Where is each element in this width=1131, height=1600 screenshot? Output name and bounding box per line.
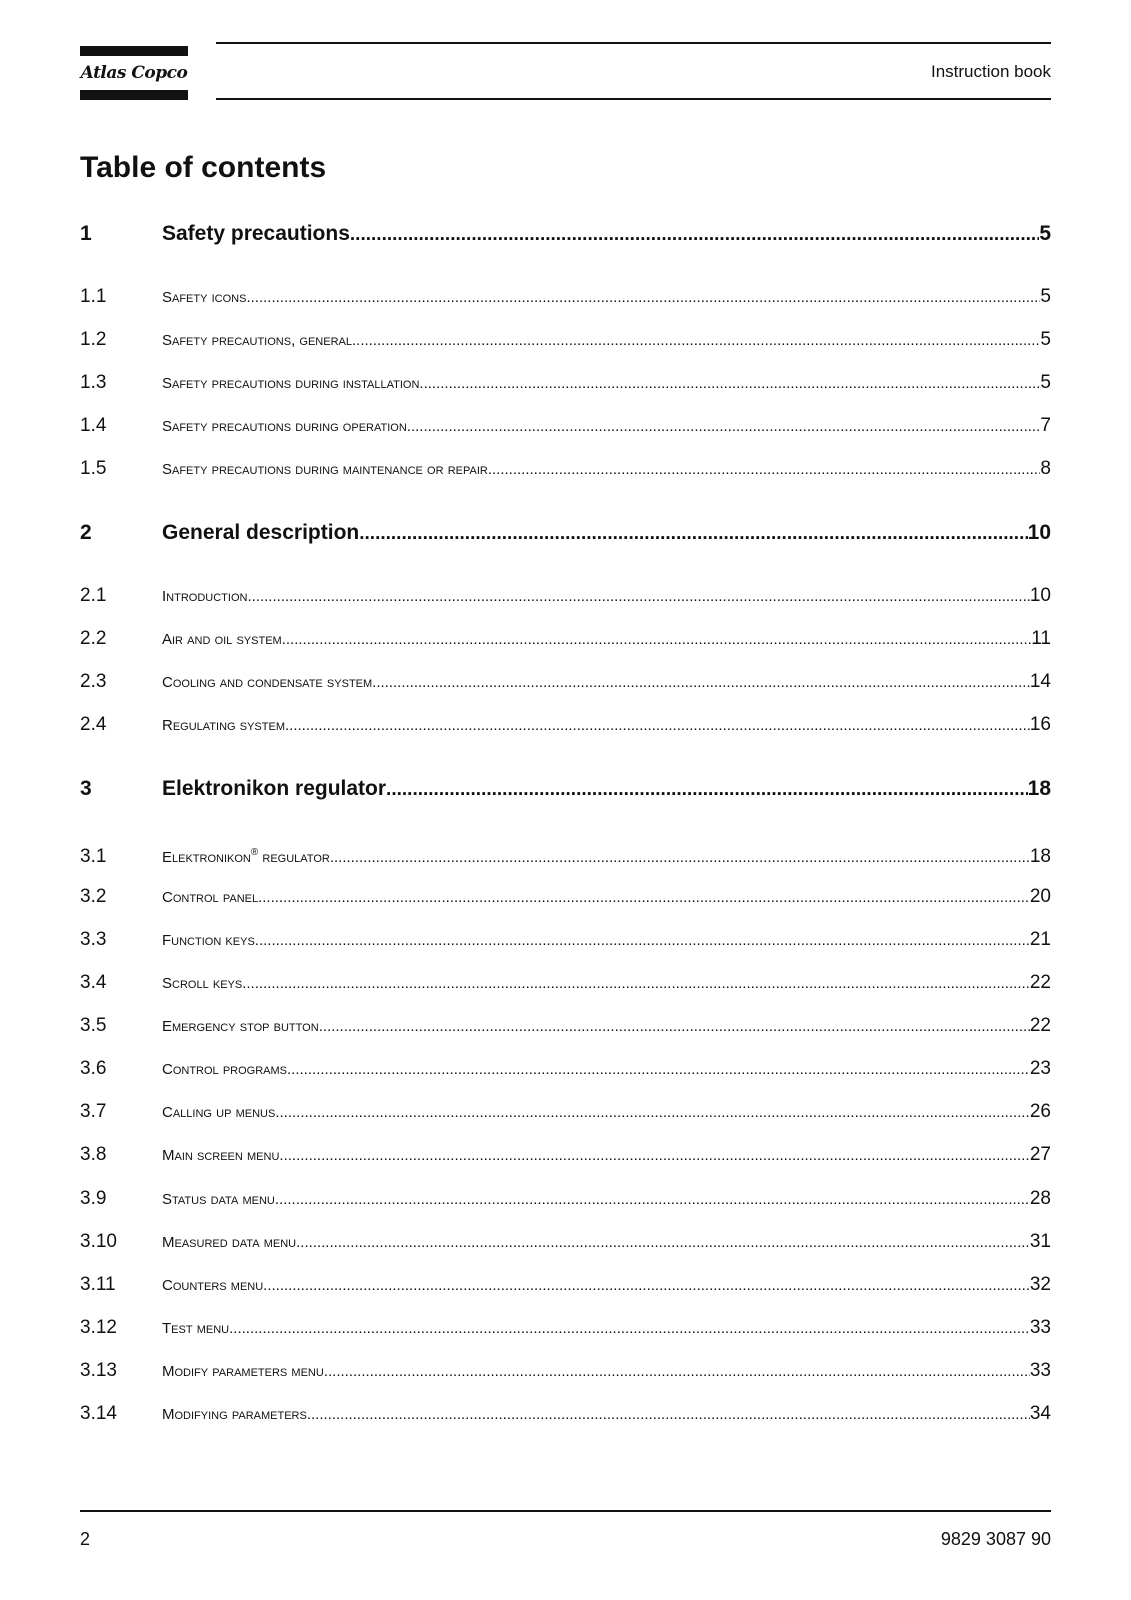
toc-dot-leader <box>263 1273 1030 1299</box>
registered-mark: ® <box>250 847 259 858</box>
toc-dot-leader <box>352 328 1040 354</box>
toc-number: 2.1 <box>80 585 107 606</box>
toc-section-2-3[interactable] <box>80 669 1051 696</box>
toc-page-number: 8 <box>1040 458 1051 479</box>
toc-number: 3.11 <box>80 1274 116 1295</box>
toc-title: Counters menu <box>162 1277 264 1294</box>
toc-number: 3.9 <box>80 1188 107 1209</box>
toc-section-3-3[interactable] <box>80 927 1051 954</box>
toc-chapter-3[interactable] <box>80 776 1051 803</box>
toc-number: 2 <box>80 521 92 544</box>
toc-number: 1.1 <box>80 286 107 307</box>
toc-page-number: 16 <box>1029 714 1051 735</box>
toc-title: Emergency stop button <box>162 1018 319 1035</box>
toc-dot-leader <box>372 670 1030 696</box>
toc-dot-leader <box>488 457 1041 483</box>
toc-section-3-8[interactable] <box>80 1142 1051 1169</box>
toc-section-2-2[interactable] <box>80 626 1051 653</box>
toc-page-number: 31 <box>1029 1231 1051 1252</box>
toc-number: 2.2 <box>80 628 107 649</box>
toc-number: 3 <box>80 777 92 800</box>
toc-section-3-4[interactable] <box>80 970 1051 997</box>
toc-dot-leader <box>319 1014 1030 1040</box>
toc-section-3-2[interactable] <box>80 884 1051 911</box>
toc-page-number: 26 <box>1029 1101 1051 1122</box>
toc-title: Elektronikon regulator <box>162 777 387 800</box>
atlas-copco-logo <box>80 46 188 100</box>
toc-dot-leader <box>330 845 1030 871</box>
document-number: 9829 3087 90 <box>940 1529 1051 1549</box>
toc-section-3-12[interactable] <box>80 1315 1051 1342</box>
toc-number: 3.8 <box>80 1144 107 1165</box>
toc-title: Control panel <box>162 889 259 906</box>
toc-dot-leader <box>275 1100 1030 1126</box>
toc-number: 3.3 <box>80 929 107 950</box>
toc-dot-leader <box>279 1143 1029 1169</box>
toc-page-number: 18 <box>1027 777 1051 800</box>
toc-number: 3.13 <box>80 1360 117 1381</box>
toc-page-number: 5 <box>1040 372 1051 393</box>
toc-section-3-11[interactable] <box>80 1272 1051 1299</box>
toc-dot-leader <box>287 1057 1030 1083</box>
header-title: Instruction book <box>930 62 1051 81</box>
toc-title: Safety precautions during maintenance or repair <box>162 461 488 478</box>
toc-page-number: 33 <box>1029 1360 1051 1381</box>
toc-number: 1.2 <box>80 329 107 350</box>
toc-number: 3.12 <box>80 1317 117 1338</box>
toc-title: Safety icons <box>162 289 247 306</box>
toc-title: Modify parameters menu <box>162 1363 324 1380</box>
toc-page-number: 33 <box>1029 1317 1051 1338</box>
toc-title: Modifying parameters <box>162 1406 307 1423</box>
toc-title: Safety precautions during operation <box>162 418 407 435</box>
toc-section-1-4[interactable] <box>80 413 1051 440</box>
page-title: Table of contents <box>80 151 327 184</box>
toc-title: Measured data menu <box>162 1234 297 1251</box>
toc-dot-leader <box>247 584 1029 610</box>
toc-section-2-1[interactable] <box>80 583 1051 610</box>
toc-page-number: 22 <box>1029 972 1051 993</box>
toc-number: 3.10 <box>80 1231 117 1252</box>
toc-dot-leader <box>242 971 1030 997</box>
toc-title-rest: regulator <box>258 849 330 866</box>
toc-title: Regulating system <box>162 717 285 734</box>
toc-section-3-7[interactable] <box>80 1099 1051 1126</box>
logo-text: Atlas Copco <box>80 63 188 83</box>
toc-page-number: 22 <box>1029 1015 1051 1036</box>
toc-page-number: 34 <box>1029 1403 1051 1424</box>
page-number: 2 <box>80 1529 91 1549</box>
toc-dot-leader <box>324 1359 1030 1385</box>
toc-title: Main screen menu <box>162 1147 280 1164</box>
toc-number: 2.3 <box>80 671 107 692</box>
toc-dot-leader <box>359 521 1027 547</box>
toc-dot-leader <box>296 1230 1030 1256</box>
toc-number: 3.2 <box>80 886 107 907</box>
header-rule-bottom <box>216 98 1051 100</box>
toc-section-1-2[interactable] <box>80 327 1051 354</box>
toc-number: 2.4 <box>80 714 107 735</box>
toc-section-3-5[interactable] <box>80 1013 1051 1040</box>
toc-number: 1.4 <box>80 415 107 436</box>
toc-number: 3.7 <box>80 1101 107 1122</box>
toc-section-3-14[interactable] <box>80 1401 1051 1428</box>
toc-section-3-13[interactable] <box>80 1358 1051 1385</box>
toc-section-1-1[interactable] <box>80 284 1051 311</box>
toc-title: Cooling and condensate system <box>162 674 373 691</box>
toc-chapter-1[interactable] <box>80 221 1051 248</box>
toc-page-number: 5 <box>1039 222 1051 245</box>
toc-number: 3.1 <box>80 846 107 867</box>
toc-page-number: 28 <box>1029 1188 1051 1209</box>
toc-page-number: 32 <box>1029 1274 1051 1295</box>
toc-dot-leader <box>258 885 1030 911</box>
toc-title: General description <box>162 521 360 544</box>
logo-bar-bottom <box>80 90 188 100</box>
toc-number: 3.5 <box>80 1015 107 1036</box>
toc-dot-leader <box>386 777 1028 803</box>
toc-dot-leader <box>307 1402 1030 1428</box>
toc-section-3-10[interactable] <box>80 1229 1051 1256</box>
toc-title-main: Elektronikon <box>162 849 251 866</box>
toc-dot-leader <box>255 928 1030 954</box>
logo-bar-top <box>80 46 188 56</box>
toc-dot-leader <box>275 1187 1030 1213</box>
toc-title: Function keys <box>162 932 255 949</box>
toc-title: Control programs <box>162 1061 288 1078</box>
toc-title: Safety precautions during installation <box>162 375 420 392</box>
toc-dot-leader <box>419 371 1040 397</box>
toc-page-number: 7 <box>1040 415 1051 436</box>
toc-section-3-6[interactable] <box>80 1056 1051 1083</box>
toc-dot-leader <box>229 1316 1030 1342</box>
toc-page-number: 23 <box>1029 1058 1051 1079</box>
toc-number: 1 <box>80 222 92 245</box>
toc-title <box>162 840 330 871</box>
toc-dot-leader <box>282 627 1032 653</box>
toc-page-number: 27 <box>1029 1144 1051 1165</box>
toc-number: 1.3 <box>80 372 107 393</box>
toc-page-number: 5 <box>1040 286 1051 307</box>
toc-number: 3.4 <box>80 972 107 993</box>
toc-dot-leader <box>407 414 1041 440</box>
toc-number: 1.5 <box>80 458 107 479</box>
toc-title: Test menu <box>162 1320 230 1337</box>
toc-page-number: 14 <box>1029 671 1051 692</box>
toc-title: Status data menu <box>162 1191 275 1208</box>
toc-page-number: 21 <box>1029 929 1051 950</box>
toc-title: Safety precautions, general <box>162 332 352 349</box>
toc-page-number: 10 <box>1029 585 1051 606</box>
toc-section-3-9[interactable] <box>80 1186 1051 1213</box>
toc-page-number: 20 <box>1029 886 1051 907</box>
toc-page-number: 5 <box>1040 329 1051 350</box>
toc-title: Safety precautions <box>162 222 350 245</box>
toc-section-1-3[interactable] <box>80 370 1051 397</box>
toc-title: Calling up menus <box>162 1104 276 1121</box>
toc-section-2-4[interactable] <box>80 712 1051 739</box>
toc-title: Scroll keys <box>162 975 243 992</box>
toc-page-number: 10 <box>1027 521 1051 544</box>
toc-number: 3.6 <box>80 1058 107 1079</box>
toc-dot-leader <box>285 713 1030 739</box>
toc-chapter-2[interactable] <box>80 520 1051 547</box>
toc-section-3-1[interactable] <box>80 840 1051 871</box>
footer-rule <box>80 1510 1051 1512</box>
toc-title: Air and oil system <box>162 631 282 648</box>
toc-dot-leader <box>246 285 1040 311</box>
toc-title: Introduction <box>162 588 248 605</box>
header-rule-top <box>216 42 1051 44</box>
toc-dot-leader <box>350 222 1039 248</box>
toc-number: 3.14 <box>80 1403 117 1424</box>
toc-page-number: 18 <box>1029 846 1051 867</box>
toc-section-1-5[interactable] <box>80 456 1051 483</box>
toc-page-number: 11 <box>1031 628 1051 649</box>
